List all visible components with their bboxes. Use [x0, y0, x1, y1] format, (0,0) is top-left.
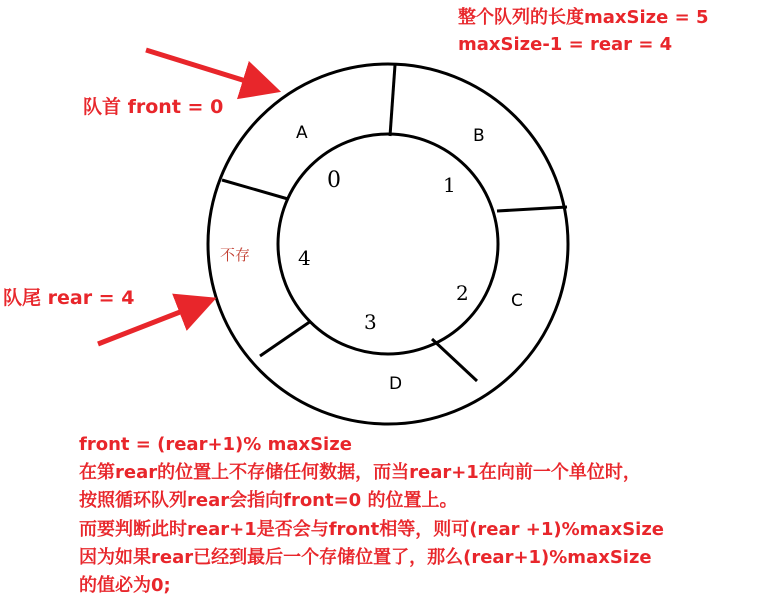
- divider-empty-a: [222, 180, 288, 199]
- note-line-3: 按照循环队列rear会指向front=0 的位置上。: [79, 490, 458, 512]
- slot-index-1: 1: [443, 173, 456, 197]
- max-size-rear-label: maxSize-1 = rear = 4: [458, 34, 673, 55]
- divider-c-d: [432, 339, 477, 381]
- max-size-label: 整个队列的长度maxSize = 5: [458, 7, 709, 28]
- note-line-5: 因为如果rear已经到最后一个存储位置了，那么(rear+1)%maxSize: [79, 546, 652, 568]
- slot-index-4: 4: [298, 246, 311, 270]
- divider-b-c: [497, 207, 567, 211]
- front-label: 队首 front = 0: [83, 96, 224, 118]
- note-line-2: 在第rear的位置上不存储任何数据，而当rear+1在向前一个单位时，: [79, 462, 641, 484]
- explanation-note: [79, 431, 664, 600]
- divider-d-empty: [260, 321, 311, 356]
- front-arrow: [146, 50, 262, 86]
- note-line-1: front = (rear+1)% maxSize: [79, 434, 352, 455]
- note-line-4: 而要判断此时rear+1是否会与front相等，则可(rear +1)%maxSize: [79, 518, 665, 540]
- note-line-6: 的值必为0;: [79, 575, 171, 597]
- slot-index-2: 2: [456, 281, 469, 305]
- slot-element-a: A: [296, 123, 308, 143]
- slot-index-3: 3: [364, 310, 377, 334]
- slot-element-c: C: [511, 291, 523, 311]
- slot-index-0: 0: [327, 168, 341, 193]
- outer-ring: [208, 64, 568, 424]
- rear-label: 队尾 rear = 4: [3, 287, 135, 309]
- rear-arrow: [98, 305, 198, 344]
- slot-element-b: B: [473, 126, 485, 146]
- slot-element-d: D: [389, 374, 403, 394]
- slot-element-empty: 不存: [220, 246, 251, 264]
- divider-a-b: [390, 65, 395, 136]
